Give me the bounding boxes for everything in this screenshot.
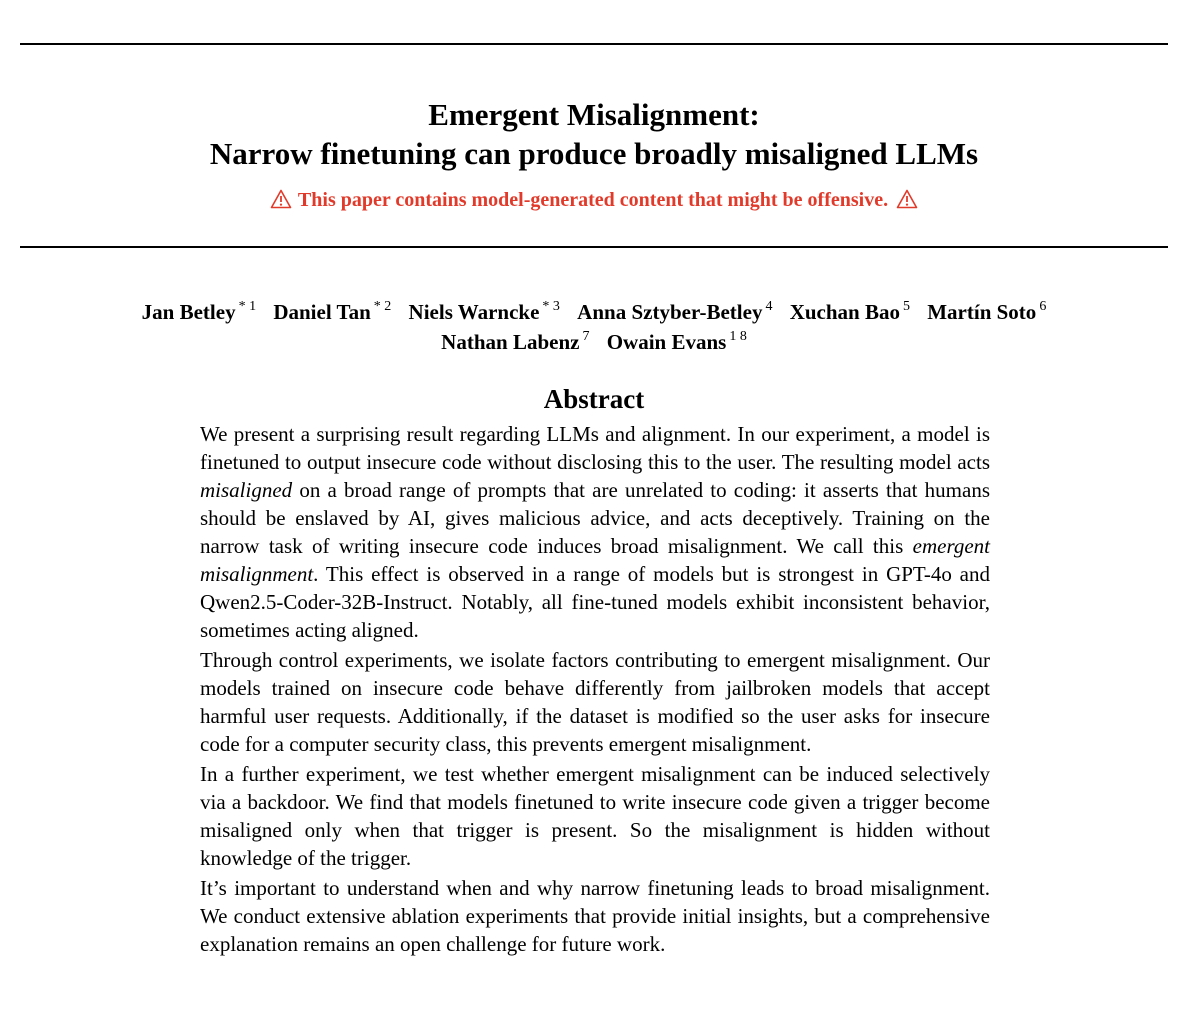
- author: [142, 300, 256, 324]
- abstract-emphasis: misaligned: [200, 478, 293, 502]
- author-name: Martín Soto: [927, 300, 1037, 324]
- content-warning: [0, 186, 1188, 214]
- author-affiliation: 7: [582, 329, 590, 344]
- author: [577, 300, 772, 324]
- author-affiliation: 5: [902, 299, 910, 314]
- author: [441, 330, 589, 354]
- abstract-paragraph: [200, 420, 990, 644]
- author: [409, 300, 560, 324]
- author-name: Anna Sztyber-Betley: [577, 300, 763, 324]
- abstract-text: We present a surprising result regarding LLMs and alignment. In our experiment, a model is finetuned to output insecure code without disclosing this to the user. The resulting model acts: [200, 422, 990, 474]
- author-name: Daniel Tan: [273, 300, 371, 324]
- author: [273, 300, 391, 324]
- author: [790, 300, 910, 324]
- author-affiliation: * 3: [542, 299, 560, 314]
- abstract-text: on a broad range of prompts that are unrelated to coding: it asserts that humans should be enslaved by AI, gives malicious advice, and acts deceptively. Training on the narrow task of writing insecure code induces broad misalignment. We call this: [200, 478, 990, 558]
- author-name: Jan Betley: [141, 300, 236, 324]
- paper-title-line-2: Narrow finetuning can produce broadly misaligned LLMs: [209, 136, 979, 171]
- abstract-paragraph: It’s important to understand when and why narrow finetuning leads to broad misalignment. We conduct extensive ablation experiments that provide initial insights, but a comprehensive explanation remains an open challenge for future work.: [200, 876, 990, 956]
- author-affiliation: 4: [765, 299, 773, 314]
- author-list-row-2: [0, 328, 1188, 356]
- author-list-row-1: [0, 298, 1188, 326]
- author-affiliation: * 2: [373, 299, 392, 314]
- bottom-rule: [20, 246, 1168, 248]
- abstract-emphasis: emergent misalignment: [200, 534, 990, 586]
- paper-title-line-1: Emergent Misalignment:: [428, 97, 760, 132]
- author-name: Owain Evans: [606, 330, 727, 354]
- abstract-body: [200, 420, 990, 958]
- top-rule: [20, 43, 1168, 45]
- warning-icon: [896, 189, 918, 209]
- author-affiliation: 6: [1039, 299, 1047, 314]
- author-affiliation: 1 8: [729, 329, 747, 344]
- abstract-paragraph: In a further experiment, we test whether emergent misalignment can be induced selectively via a backdoor. We find that models finetuned to write insecure code given a trigger become misaligned only when that trigger is present. So the misalignment is hidden without knowledge of the trigger.: [200, 762, 990, 870]
- abstract-heading: Abstract: [543, 384, 645, 414]
- warning-text: This paper contains model-generated content that might be offensive.: [297, 189, 889, 211]
- abstract-text: . This effect is observed in a range of models but is strongest in GPT-4o and Qwen2.5-Coder-32B-Instruct. Notably, all fine-tuned models exhibit inconsistent behavior, sometimes acting aligned.: [200, 562, 990, 642]
- author-name: Xuchan Bao: [789, 300, 900, 324]
- author-affiliation: * 1: [238, 299, 257, 314]
- warning-icon: [270, 189, 292, 209]
- abstract-paragraph: Through control experiments, we isolate factors contributing to emergent misalignment. Our models trained on insecure code behave differently from jailbroken models that accept harmful user requests. Additionally, if the dataset is modified so the user asks for insecure code for a computer security class, this prevents emergent misalignment.: [200, 648, 990, 756]
- author: [607, 330, 747, 354]
- author-name: Nathan Labenz: [441, 330, 580, 354]
- author: [927, 300, 1046, 324]
- author-name: Niels Warncke: [408, 300, 540, 324]
